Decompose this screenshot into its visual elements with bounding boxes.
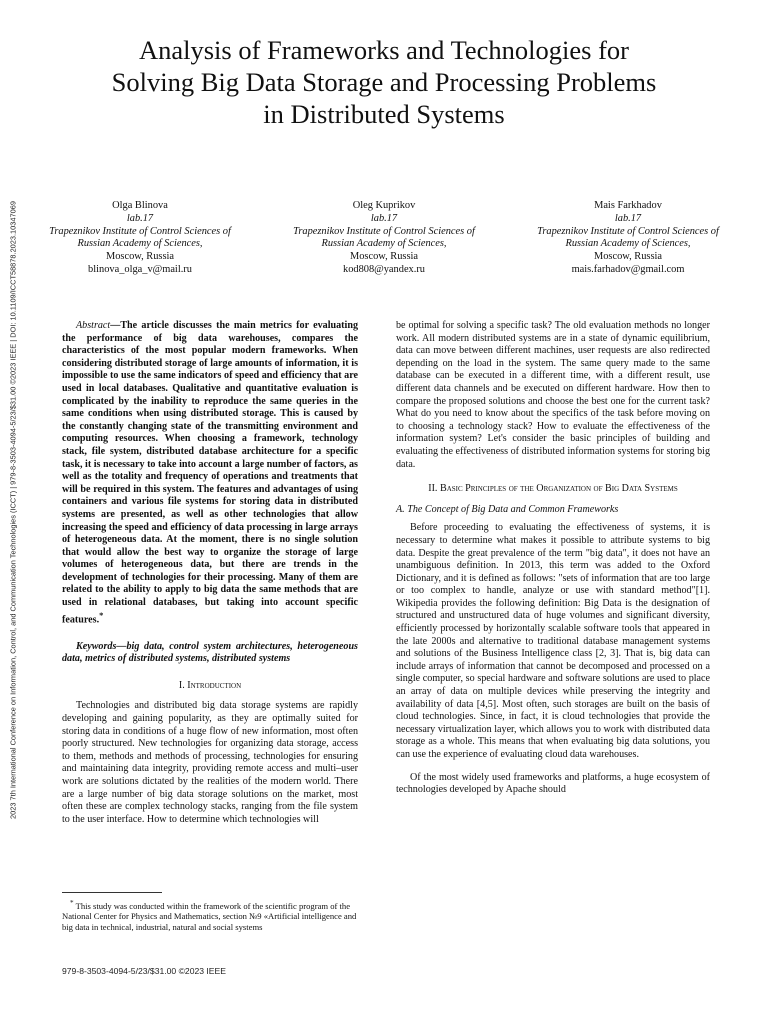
footnote-text: This study was conducted within the framework of the scientific program of the National Center for Physics and Mathematics, section №9 «Artificial intelligence and big data in technical, industrial, natural and social systems (62, 900, 357, 933)
page-footer: 979-8-3503-4094-5/23/$31.00 ©2023 IEEE (62, 966, 227, 976)
author-email: blinova_olga_v@mail.ru (88, 263, 192, 275)
author-2 (284, 200, 484, 277)
conference-side-note (6, 60, 20, 960)
author-affiliation: Trapeznikov Institute of Control Sciences of Russian Academy of Sciences, (49, 225, 231, 250)
author-lab: lab.17 (614, 212, 642, 224)
right-column (396, 320, 710, 797)
paper-title (50, 34, 718, 130)
author-affiliation: Trapeznikov Institute of Control Sciences of Russian Academy of Sciences, (293, 225, 475, 250)
author-affiliation: Trapeznikov Institute of Control Sciences of Russian Academy of Sciences, (537, 225, 719, 250)
author-city: Moscow, Russia (105, 251, 175, 263)
subsection-heading: A. The Concept of Big Data and Common Frameworks (396, 503, 619, 515)
footnote-divider (62, 892, 162, 893)
author-name: Oleg Kuprikov (352, 200, 416, 211)
title-line: Solving Big Data Storage and Processing Problems (111, 67, 657, 97)
author-lab: lab.17 (126, 212, 154, 224)
author-lab: lab.17 (370, 212, 398, 224)
body-paragraph: Before proceeding to evaluating the effectiveness of systems, it is necessary to determine what makes it possible to attribute systems to big data. Despite the great prevalence of the term "big data", it does not have an unambiguous definition. In 2013, this term was added to the Oxford Dictionary, and it is defined as follows: "sets of information that are too large or too complex to handle, analyze or use with standard method"[1]. Wikipedia provides the following definition: Big Data is the designation of structured and unstructured data of huge volumes and significant diversity, efficiently processed by horizontally scalable software tools that appeared in the late 2000s and alternative to traditional database management systems and solutions of the Business Intelligence class [2, 3]. That is, big data can include arrays of information that cannot be decomposed and processed on a single computer, so special hardware and software solutions are used to place an array of data on multiple devices while preserving the integrity and availability of data [4,5]. Most often, such storages are built on the basis of cloud technologies. Since, in fact, it is cloud technologies that provide the necessary virtualization layer, which allows you to work with distributed data storage as a whole. This means that when evaluating big data solutions, you can use the experience of evaluating cloud data warehouses. (396, 522, 710, 760)
footnote-mark: * (99, 610, 104, 620)
side-note-text: 2023 7th International Conference on Information, Control, and Communication Technologies (ICCT) | 979-8-3503-4094-5/23/$31.00 ©2023 IEEE | DOI: 10.1109/ICCT58878.2023.10347069 (8, 201, 18, 819)
author-block (40, 200, 728, 277)
section-heading-introduction: I. Introduction (178, 679, 242, 691)
abstract-dash: — (110, 320, 121, 331)
author-city: Moscow, Russia (593, 251, 663, 263)
author-1 (40, 200, 240, 277)
section-heading-basic-principles: II. Basic Principles of the Organization of Big Data Systems (428, 483, 678, 495)
footnote-mark: * (70, 899, 74, 907)
abstract-label: Abstract (76, 320, 111, 331)
abstract (62, 320, 358, 627)
keywords-dash: — (116, 640, 127, 652)
title-line: Analysis of Frameworks and Technologies for (138, 35, 630, 65)
introduction-paragraph: Technologies and distributed big data storage systems are rapidly developing and gaining popularity, as they are optimally suited for storing data in conditions of a huge flow of new information, most often poorly structured. New technologies for organizing data storage, access to them, methods and methods of processing, technologies for ensuring and maintaining data integrity, providing remote access and multi–user work are solutions dictated by the realities of the modern world. There are a large number of big data storage solutions on the market, most often these are complex technology stacks, ranging from the file system to the user interface. How to determine which technologies will (62, 700, 358, 825)
author-name: Olga Blinova (112, 200, 168, 211)
keywords-text: big data, control system architectures, heterogeneous data, metrics of distributed systems, distributed systems (62, 640, 358, 665)
author-city: Moscow, Russia (349, 251, 419, 263)
abstract-text: The article discusses the main metrics for evaluating the performance of big data warehouses, compares the characteristics of the most popular modern frameworks. When considering distributed storage of large amounts of information, it is impossible to use the same indicators of speed and efficiency that are used in local databases. Qualitative and quantitative evaluation is complicated by the inability to reproduce the same queries in the same conditions when using distributed storage. This is caused by the constantly changing state of the transmitting environment and computing resources. When choosing a framework, technology stack, file system, distributed database architecture for a specific task, it is necessary to take into account a large number of factors, as well as the totality and frequency of operations and treatments that will be required in this system. The features and advantages of using containers and various file systems for storing data in distributed systems are presented, as well as other technologies that allow increasing the speed and efficiency of data processing in large arrays of heterogeneous data. At the moment, there is no single solution that would allow the best way to organize the storage of large volumes of heterogeneous data, but there are trends in the development of technologies for their processing. Many of them are related to the ability to apply to big data the same methods that are used in relational databases, but taking into account specific features. (62, 320, 358, 626)
author-name: Mais Farkhadov (594, 200, 662, 211)
author-email: kod808@yandex.ru (343, 263, 425, 275)
title-line: in Distributed Systems (263, 99, 505, 129)
body-paragraph: Of the most widely used frameworks and platforms, a huge ecosystem of technologies developed by Apache should (396, 771, 710, 796)
left-column (62, 320, 358, 826)
keywords-label: Keywords (76, 640, 117, 652)
footnote (62, 898, 362, 933)
continued-paragraph: be optimal for solving a specific task? The old evaluation methods no longer work. All modern distributed systems are in a state of dynamic equilibrium, data can move between different machines, user requests are also redirected depending on the load in the system. The same query made to the same database can be executed in a different time, with a different result, use different data channels and be executed on different hardware. How then to compare the proposed solutions and choose the best one for the current task? What do you need to know about the specifics of the task before moving on to choosing a technology stack? How to evaluate the effectiveness of the information system? Let's consider the basic principles of building and evaluating the effectiveness of distributed information systems for storing big data. (396, 320, 710, 470)
keywords (62, 641, 358, 666)
author-email: mais.farhadov@gmail.com (571, 263, 685, 275)
author-3 (528, 200, 728, 277)
